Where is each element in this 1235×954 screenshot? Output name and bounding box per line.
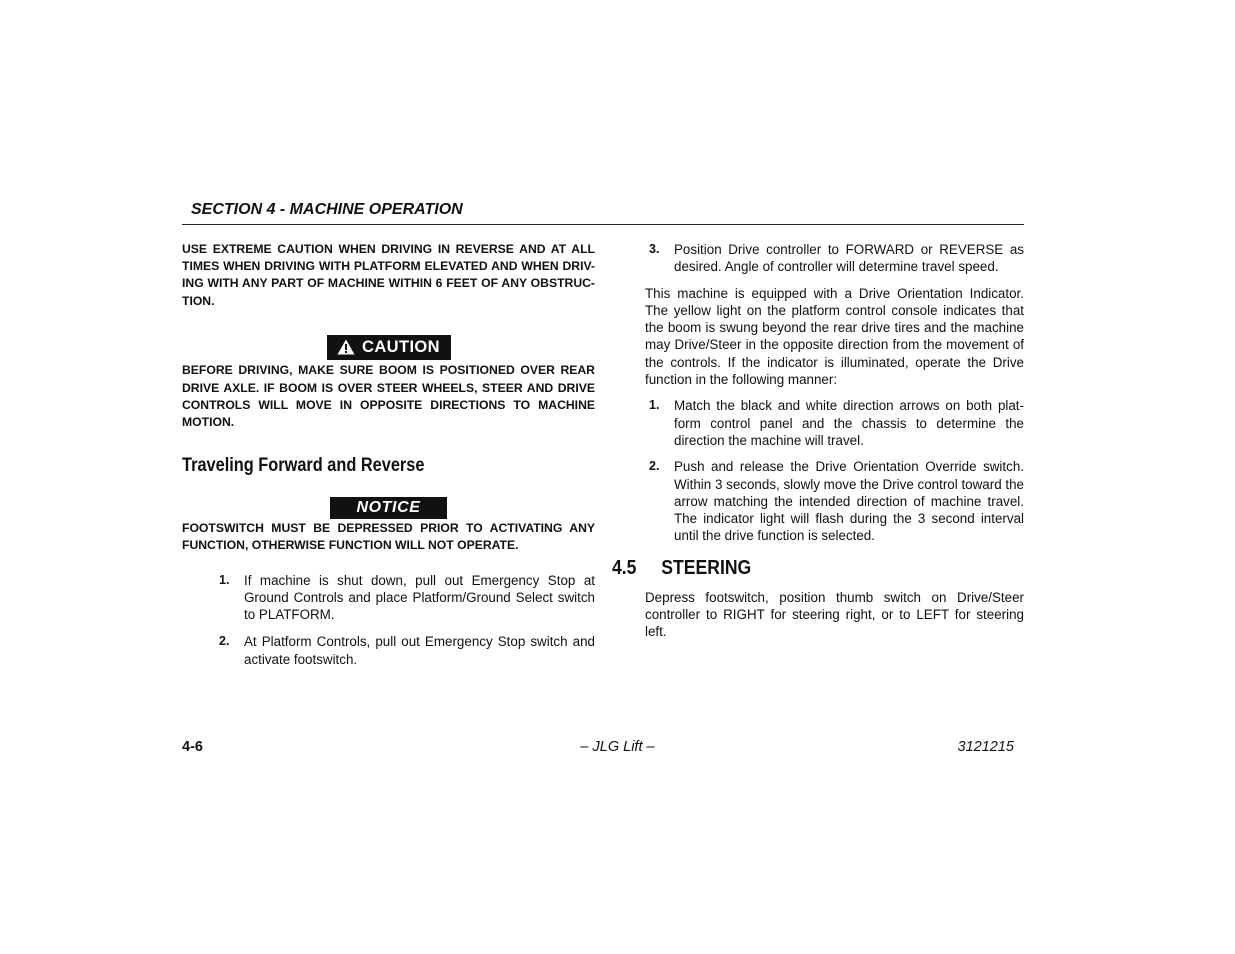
list-item (649, 241, 1024, 276)
section-heading-title: STEERING (661, 556, 752, 579)
warning-text: USE EXTREME CAUTION WHEN DRIVING IN REVERSE AND AT ALL TIMES WHEN DRIVING WITH PLATFORM ELEVATED AND WHEN DRIV- ING WITH ANY PART OF MACHINE WITHIN 6 FEET OF ANY OBSTRUC- TION. (182, 242, 595, 308)
section-title: SECTION 4 - MACHINE OPERATION (191, 201, 463, 218)
indicator-steps-list (649, 397, 1024, 544)
indicator-paragraph: This machine is equipped with a Drive Orientation Indicator. The yellow light on the platform control console indicates that the boom is swung beyond the rear drive tires and the machine may Drive/Steer in the opposite direction from the movement of the controls. If the indicator is illuminated, operate the Drive function in the following manner: (645, 285, 1024, 388)
page-header (182, 201, 1024, 225)
caution-label: CAUTION (362, 337, 440, 356)
subheading: Traveling Forward and Reverse (182, 455, 425, 477)
step-number: 1. (219, 572, 230, 587)
step-text: Push and release the Drive Orientation Override switch. Within 3 seconds, slowly move the Drive control toward the arrow matching the intended direction of machine travel. The indicator light will flash during the 3 second interval until the drive function is selected. (674, 459, 1024, 544)
footer-publisher: – JLG Lift – (580, 739, 655, 755)
list-item (649, 397, 1024, 449)
list-item (219, 572, 595, 624)
step-text: If machine is shut down, pull out Emergency Stop at Ground Controls and place Platform/Ground Select switch to PLATFORM. (244, 572, 595, 623)
step-text: Match the black and white direction arrows on both plat- form control panel and the chassis to determine the direction the machine will travel. (674, 398, 1024, 448)
step-number: 2. (219, 634, 230, 649)
left-column (182, 241, 595, 668)
section-heading (612, 557, 975, 580)
notice-label: NOTICE (330, 497, 447, 519)
steps-list-continued (649, 241, 1024, 276)
section-number: 4.5 (612, 556, 637, 579)
step-text: At Platform Controls, pull out Emergency Stop switch and activate footswitch. (244, 634, 595, 667)
notice-signal (182, 497, 595, 519)
steps-list (219, 572, 595, 668)
steering-text: Depress footswitch, position thumb switch on Drive/Steer controller to RIGHT for steering right, or to LEFT for steering left. (645, 589, 1024, 640)
right-column (612, 241, 1024, 641)
step-number: 2. (649, 459, 660, 474)
caution-signal (182, 335, 595, 361)
list-item (649, 458, 1024, 544)
warning-triangle-icon (337, 339, 355, 355)
list-item (219, 633, 595, 668)
caution-label-box (327, 335, 451, 360)
step-text: Position Drive controller to FORWARD or REVERSE as desired. Angle of controller will determine travel speed. (674, 242, 1024, 275)
page-number: 4-6 (182, 739, 203, 755)
step-number: 1. (649, 398, 660, 413)
document-number: 3121215 (957, 739, 1014, 755)
step-number: 3. (649, 242, 660, 256)
notice-text: FOOTSWITCH MUST BE DEPRESSED PRIOR TO ACTIVATING ANY FUNCTION, OTHERWISE FUNCTION WILL NOT OPERATE. (182, 521, 595, 553)
caution-text: BEFORE DRIVING, MAKE SURE BOOM IS POSITIONED OVER REAR DRIVE AXLE. IF BOOM IS OVER STEER WHEELS, STEER AND DRIVE CONTROLS WILL MOVE IN OPPOSITE DIRECTIONS TO MACHINE MOTION. (182, 363, 595, 429)
